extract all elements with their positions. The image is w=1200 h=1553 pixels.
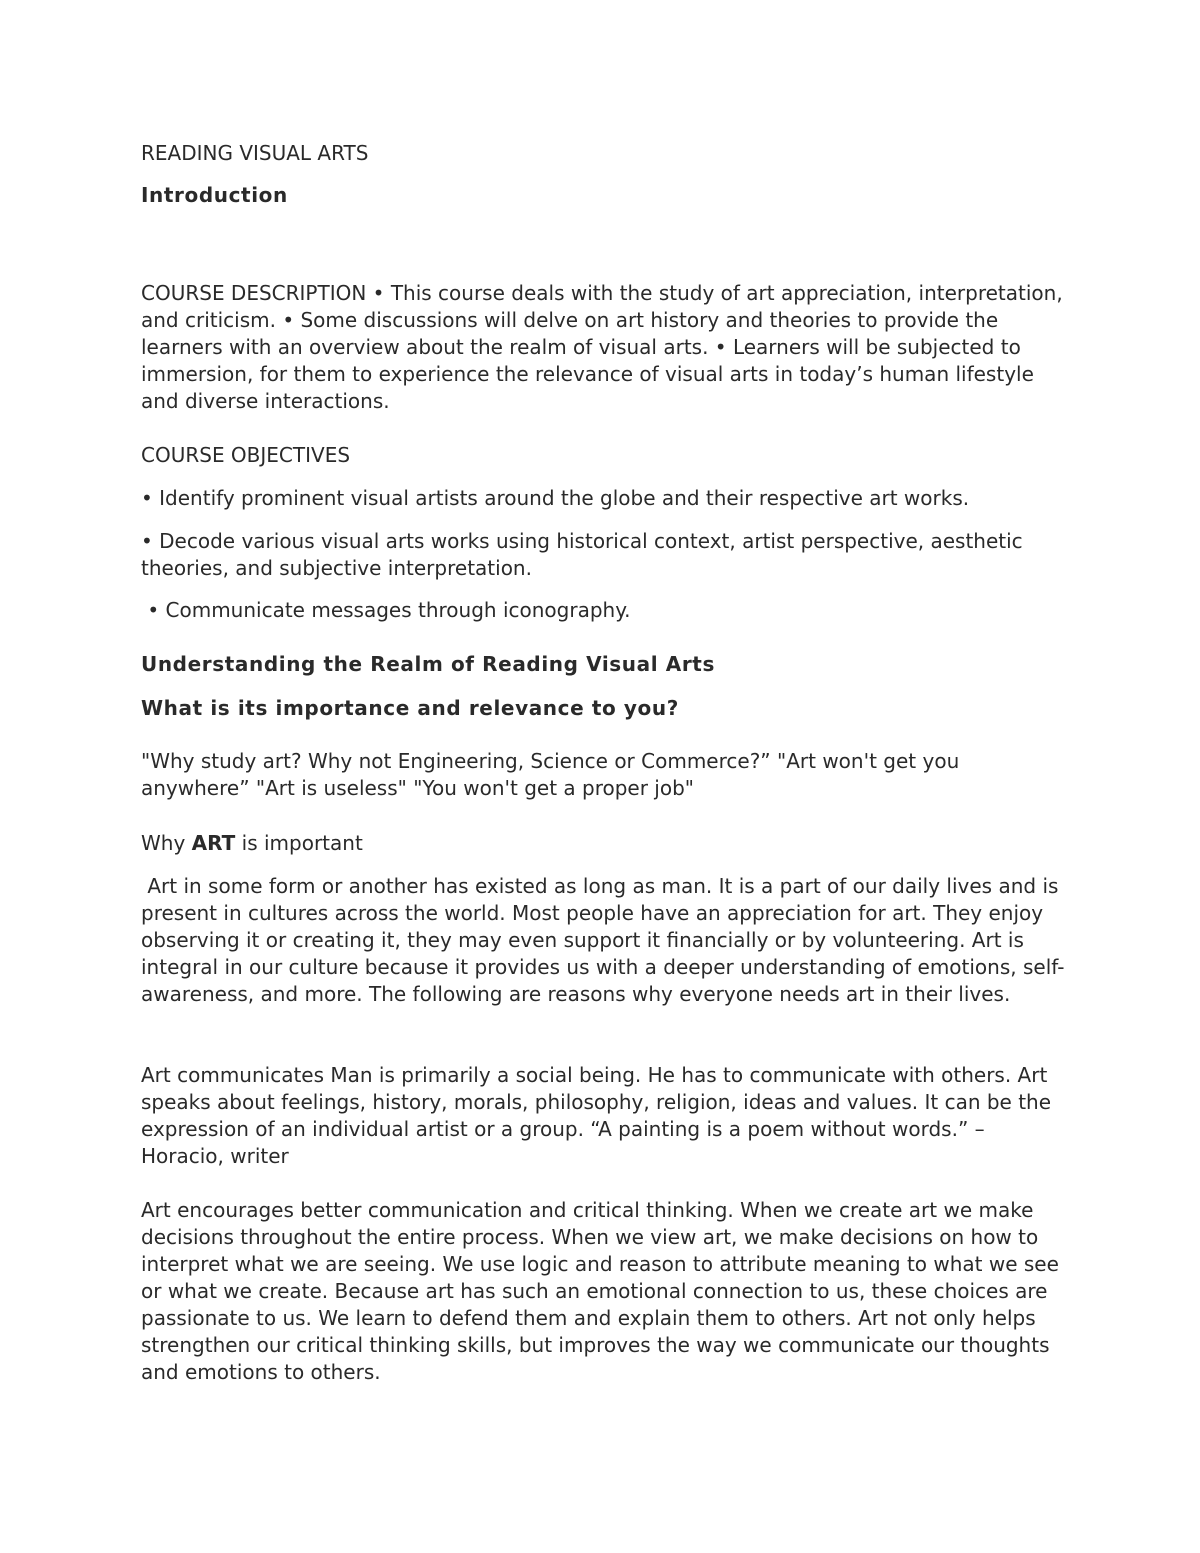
objective-item-2: • Decode various visual arts works using historical context, artist perspective, aesthetic theories, and subjective interpretation.: [141, 529, 1023, 580]
importance-heading: What is its importance and relevance to you?: [141, 696, 679, 720]
art-history-paragraph: Art in some form or another has existed as long as man. It is a part of our daily lives and is present in cultures across the world. Most people have an appreciation for art. They enjoy observing it or creating it, they may even support it financially or by volunteering. Art is integral in our culture because it provides us with a deeper understanding of emotions, self-awareness, and more. The following are reasons why everyone needs art in their lives.: [141, 874, 1065, 1006]
realm-heading: Understanding the Realm of Reading Visual Arts: [141, 652, 715, 676]
course-description-paragraph: COURSE DESCRIPTION • This course deals with the study of art appreciation, interpretation, and criticism. • Some discussions will delve on art history and theories to provide the learners with an overview about the realm of visual arts. • Learners will be subjected to immersion, for them to experience the relevance of visual arts in today’s human lifestyle and diverse interactions.: [141, 281, 1063, 413]
objective-item-1: • Identify prominent visual artists around the globe and their respective art works.: [141, 486, 970, 510]
quotes-paragraph: "Why study art? Why not Engineering, Science or Commerce?” "Art won't get you anywhere” "Art is useless" "You won't get a proper job": [141, 749, 960, 800]
course-objectives-heading: COURSE OBJECTIVES: [141, 443, 351, 467]
art-communicates-paragraph: Art communicates Man is primarily a social being. He has to communicate with others. Art speaks about feelings, history, morals, philosophy, religion, ideas and values. It can be the expression of an individual artist or a group. “A painting is a poem without words.” – Horacio, writer: [141, 1063, 1052, 1168]
why-suffix: is important: [235, 831, 363, 855]
why-art-bold: ART: [191, 831, 236, 855]
introduction-heading: Introduction: [141, 183, 288, 207]
objective-item-3: • Communicate messages through iconography.: [141, 598, 631, 622]
why-art-heading: [141, 830, 1071, 857]
document-title: READING VISUAL ARTS: [141, 141, 369, 165]
why-prefix: Why: [141, 831, 192, 855]
critical-thinking-paragraph: Art encourages better communication and critical thinking. When we create art we make decisions throughout the entire process. When we view art, we make decisions on how to interpret what we are seeing. We use logic and reason to attribute meaning to what we see or what we create. Because art has such an emotional connection to us, these choices are passionate to us. We learn to defend them and explain them to others. Art not only helps strengthen our critical thinking skills, but improves the way we communicate our thoughts and emotions to others.: [141, 1198, 1059, 1384]
